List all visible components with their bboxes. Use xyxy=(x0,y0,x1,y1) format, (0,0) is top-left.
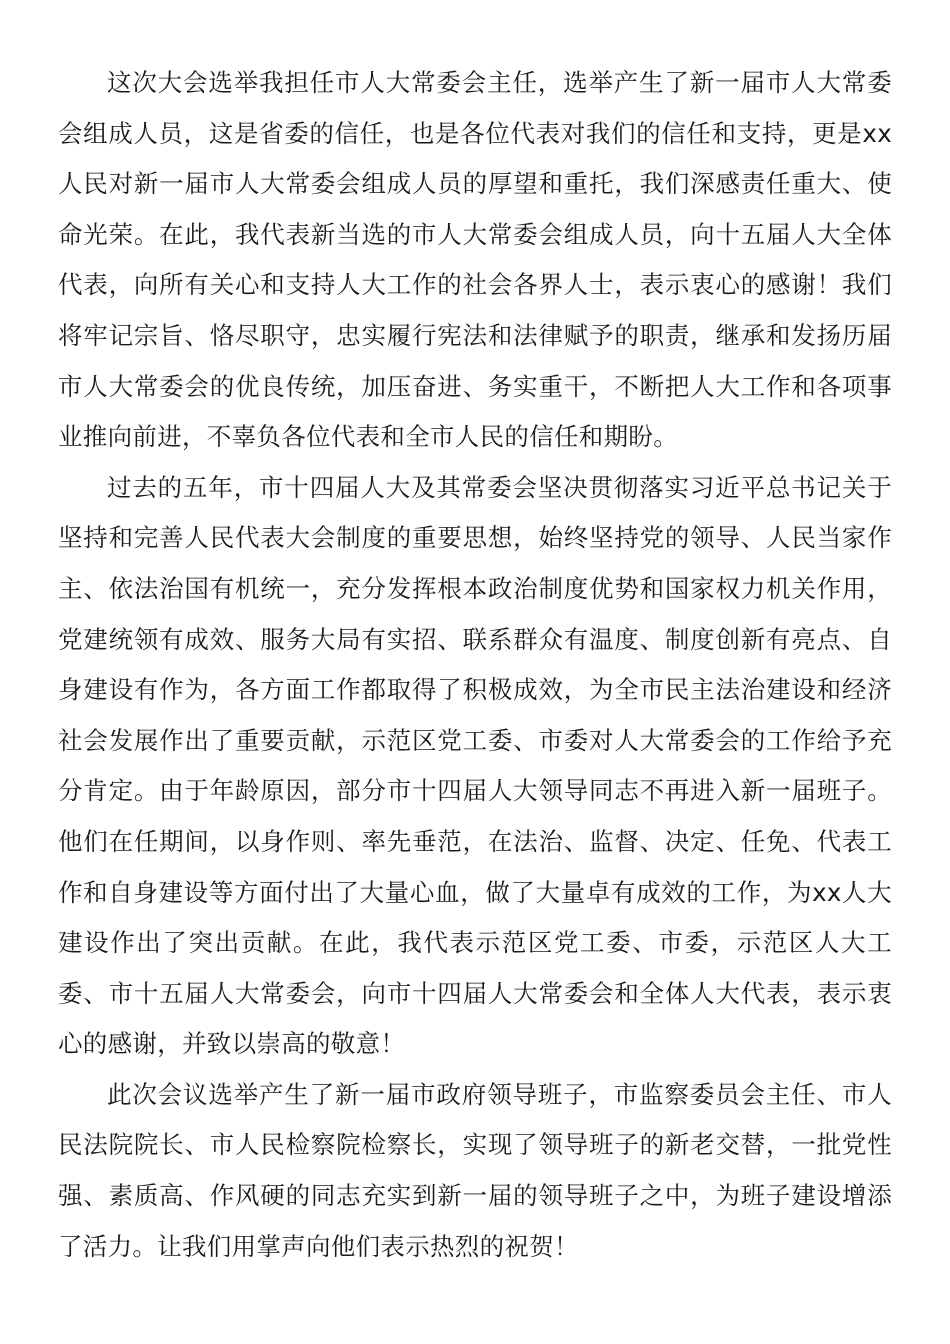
paragraph-2: 过去的五年，市十四届人大及其常委会坚决贯彻落实习近平总书记关于坚持和完善人民代表大会制度的重要思想，始终坚持党的领导、人民当家作主、依法治国有机统一，充分发挥根本政治制度优势和国家权力机关作用，党建统领有成效、服务大局有实招、联系群众有温度、制度创新有亮点、自身建设有作为，各方面工作都取得了积极成效，为全市民主法治建设和经济社会发展作出了重要贡献，示范区党工委、市委对人大常委会的工作给予充分肯定。由于年龄原因，部分市十四届人大领导同志不再进入新一届班子。他们在任期间，以身作则、率先垂范，在法治、监督、决定、任免、代表工作和自身建设等方面付出了大量心血，做了大量卓有成效的工作，为xx人大建设作出了突出贡献。在此，我代表示范区党工委、市委，示范区人大工委、市十五届人大常委会，向市十四届人大常委会和全体人大代表，表示衷心的感谢，并致以崇高的敬意！ xyxy=(58,472,892,1059)
paragraph-3: 此次会议选举产生了新一届市政府领导班子，市监察委员会主任、市人民法院院长、市人民检察院检察长，实现了领导班子的新老交替，一批党性强、素质高、作风硬的同志充实到新一届的领导班子之中，为班子建设增添了活力。让我们用掌声向他们表示热烈的祝贺！ xyxy=(58,1079,892,1261)
paragraph-1: 这次大会选举我担任市人大常委会主任，选举产生了新一届市人大常委会组成人员，这是省委的信任，也是各位代表对我们的信任和支持，更是xx人民对新一届市人大常委会组成人员的厚望和重托，我们深感责任重大、使命光荣。在此，我代表新当选的市人大常委会组成人员，向十五届人大全体代表，向所有关心和支持人大工作的社会各界人士，表示衷心的感谢！我们将牢记宗旨、恪尽职守，忠实履行宪法和法律赋予的职责，继承和发扬历届市人大常委会的优良传统，加压奋进、务实重干，不断把人大工作和各项事业推向前进，不辜负各位代表和全市人民的信任和期盼。 xyxy=(58,68,892,452)
document-page xyxy=(58,58,892,1272)
